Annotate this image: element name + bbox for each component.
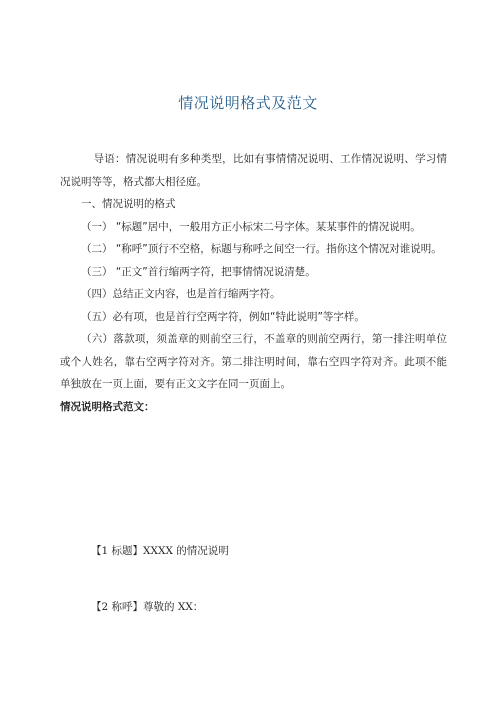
format-item-4: （四）总结正文内容，也是首行缩两字符。 [81, 288, 281, 300]
format-item-5: （五）必有项，也是首行空两字符，例如“特此说明”等字样。 [81, 310, 365, 323]
document-body [60, 148, 447, 418]
sample-title-line: 【1 标题】XXXX 的情况说明 [91, 545, 229, 557]
document-title: 情况说明格式及范文 [178, 94, 318, 112]
sample-salutation-line: 【2 称呼】尊敬的 XX： [91, 601, 204, 613]
format-item-1: （一） “标题”居中，一般用方正小标宋二号字体。某某事件的情况说明。 [81, 220, 421, 233]
section-heading: 一、情况说明的格式 [81, 198, 176, 210]
format-item-2: （二） “称呼”顶行不空格，标题与称呼之间空一行。指你这个情况对谁说明。 [81, 243, 442, 255]
format-item-3: （三） “正文”首行缩两字符，把事情情况说清楚。 [81, 265, 316, 278]
format-item-6: （六）落款项，须盖章的则前空三行，不盖章的则前空两行，第一排注明单位或个人姓名，靠右空两字符对齐。第二排注明时间，靠右空四字符对齐。此项不能单独放在一页上面，要有正文文字在同一页面上。 [60, 333, 447, 390]
sample-heading: 情况说明格式范文： [60, 400, 155, 413]
intro-paragraph: 导语：情况说明有多种类型，比如有事情情况说明、工作情况说明、学习情况说明等等，格式都大相径庭。 [60, 153, 447, 188]
